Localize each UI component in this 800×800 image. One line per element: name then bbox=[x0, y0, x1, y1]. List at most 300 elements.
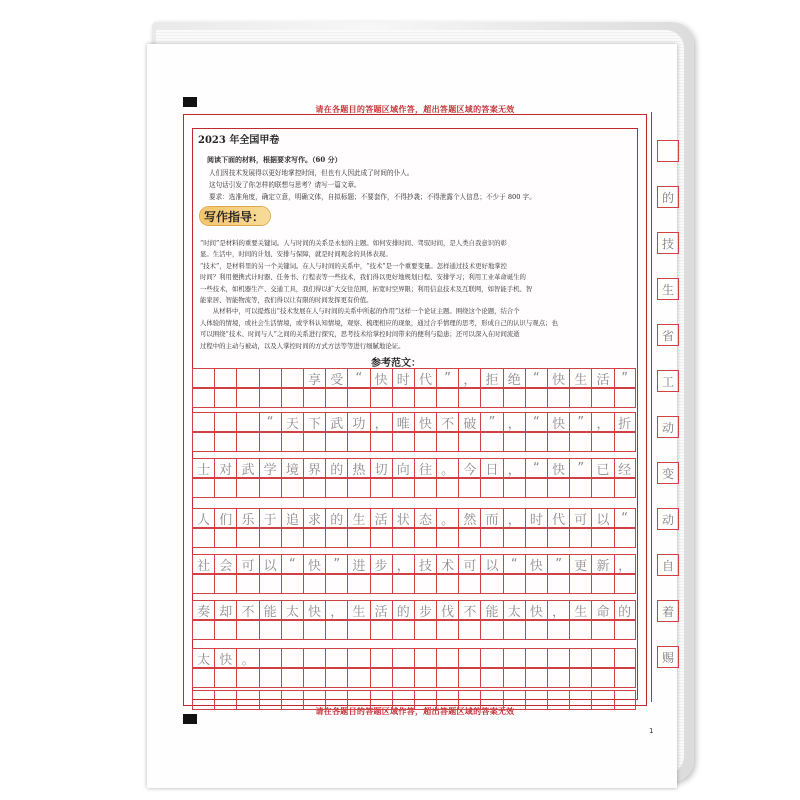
essay-cell: 不 bbox=[236, 600, 258, 620]
essay-cell: 武 bbox=[325, 412, 347, 432]
essay-cell bbox=[281, 620, 303, 640]
side-cell: 着 bbox=[657, 600, 679, 622]
essay-cell bbox=[525, 388, 547, 408]
side-cell: 技 bbox=[657, 232, 679, 254]
essay-cell: ， bbox=[392, 554, 414, 574]
essay-cell bbox=[591, 432, 613, 452]
essay-cell bbox=[547, 648, 569, 668]
essay-cell bbox=[259, 648, 281, 668]
essay-cell bbox=[281, 432, 303, 452]
essay-cell: 代 bbox=[414, 368, 436, 388]
essay-cell: 可 bbox=[569, 508, 591, 528]
essay-cell bbox=[458, 478, 480, 498]
essay-cell bbox=[392, 432, 414, 452]
essay-cell: 快 bbox=[525, 554, 547, 574]
essay-cell: 学 bbox=[259, 458, 281, 478]
essay-cell bbox=[236, 432, 258, 452]
guide-line: 时间？利用便携式计时器、任务书、行程表等一些技术，我们得以更好地规划日程、安排学习；利用工业革命诞生的 bbox=[200, 273, 526, 282]
essay-cell bbox=[458, 528, 480, 548]
essay-cell bbox=[236, 388, 258, 408]
essay-cell: ， bbox=[503, 458, 525, 478]
essay-cell: 可 bbox=[458, 554, 480, 574]
essay-cell bbox=[458, 690, 480, 710]
essay-cell bbox=[303, 388, 325, 408]
essay-cell bbox=[503, 648, 525, 668]
essay-cell bbox=[370, 648, 392, 668]
essay-cell bbox=[436, 668, 458, 688]
essay-cell bbox=[569, 432, 591, 452]
essay-cell bbox=[414, 528, 436, 548]
essay-cell bbox=[325, 432, 347, 452]
essay-cell: 步 bbox=[370, 554, 392, 574]
essay-cell: 生 bbox=[569, 368, 591, 388]
essay-cell: 快 bbox=[414, 412, 436, 432]
essay-cell bbox=[214, 388, 236, 408]
essay-cell bbox=[480, 432, 502, 452]
essay-cell: 境 bbox=[281, 458, 303, 478]
essay-cell bbox=[503, 620, 525, 640]
essay-cell: 太 bbox=[281, 600, 303, 620]
essay-cell bbox=[591, 388, 613, 408]
prompt-line: 要求：选准角度，确定立意，明确文体，自拟标题；不要套作，不得抄袭；不得泄露个人信息；不少于 800 字。 bbox=[209, 193, 536, 201]
essay-cell bbox=[414, 690, 436, 710]
essay-cell bbox=[591, 528, 613, 548]
essay-cell: 。 bbox=[436, 458, 458, 478]
essay-cell bbox=[547, 574, 569, 594]
essay-cell bbox=[281, 528, 303, 548]
essay-cell: 的 bbox=[614, 600, 636, 620]
essay-cell: 求 bbox=[303, 508, 325, 528]
essay-row bbox=[192, 412, 636, 432]
essay-cell: 不 bbox=[458, 600, 480, 620]
guide-heading: 写作指导： bbox=[204, 210, 265, 224]
essay-cell bbox=[569, 620, 591, 640]
essay-row bbox=[192, 508, 636, 528]
essay-cell: 受 bbox=[325, 368, 347, 388]
essay-cell bbox=[503, 478, 525, 498]
warning-footer: 请在各题目的答题区域作答，超出答题区域的答案无效 bbox=[315, 707, 515, 716]
essay-cell: 伐 bbox=[436, 600, 458, 620]
essay-cell bbox=[436, 648, 458, 668]
essay-cell: 活 bbox=[591, 368, 613, 388]
essay-cell bbox=[236, 412, 258, 432]
essay-cell bbox=[414, 432, 436, 452]
essay-cell bbox=[525, 478, 547, 498]
essay-cell bbox=[192, 620, 214, 640]
essay-cell bbox=[414, 478, 436, 498]
essay-cell: 生 bbox=[347, 600, 369, 620]
essay-cell: 然 bbox=[458, 508, 480, 528]
essay-cell: 状 bbox=[392, 508, 414, 528]
essay-cell bbox=[569, 388, 591, 408]
essay-cell: 更 bbox=[569, 554, 591, 574]
essay-cell: “ bbox=[525, 412, 547, 432]
guide-line: 人体验的情境，或社会生活情境，或学科认知情境，观察、梳理相应的现象，通过合乎情理的思考，形成自己的认识与观点；也 bbox=[200, 318, 558, 327]
essay-cell: 生 bbox=[569, 600, 591, 620]
essay-cell bbox=[569, 668, 591, 688]
essay-cell: 时 bbox=[392, 368, 414, 388]
essay-cell bbox=[569, 648, 591, 668]
essay-cell bbox=[325, 620, 347, 640]
essay-cell bbox=[458, 388, 480, 408]
essay-cell bbox=[325, 478, 347, 498]
essay-cell bbox=[436, 690, 458, 710]
essay-cell bbox=[436, 620, 458, 640]
essay-cell: ” bbox=[436, 368, 458, 388]
essay-cell bbox=[414, 574, 436, 594]
essay-cell bbox=[480, 574, 502, 594]
essay-cell: 步 bbox=[414, 600, 436, 620]
essay-cell: 社 bbox=[192, 554, 214, 574]
essay-cell bbox=[614, 528, 636, 548]
essay-cell: 命 bbox=[591, 600, 613, 620]
essay-cell bbox=[347, 528, 369, 548]
essay-cell: 折 bbox=[614, 412, 636, 432]
essay-cell: 的 bbox=[325, 458, 347, 478]
essay-cell: 向 bbox=[392, 458, 414, 478]
guide-line: “时间”是材料的重要关键词。人与时间的关系是永恒的主题。如何安排时间、驾驭时间，是人类自我意识的彰 bbox=[200, 239, 507, 247]
guide-line: 一些技术，如机器生产、交通工具，我们得以扩大交往范围，拓宽时空界限；利用信息技术及互联网，如智能手机、智 bbox=[200, 284, 533, 293]
essay-cell bbox=[414, 648, 436, 668]
essay-row bbox=[192, 648, 636, 668]
side-cell: 变 bbox=[657, 462, 679, 484]
essay-cell: 快 bbox=[370, 368, 392, 388]
essay-cell bbox=[392, 478, 414, 498]
essay-cell bbox=[591, 648, 613, 668]
essay-cell: ， bbox=[503, 508, 525, 528]
essay-cell bbox=[192, 388, 214, 408]
essay-cell: “ bbox=[259, 412, 281, 432]
essay-cell bbox=[236, 668, 258, 688]
essay-cell bbox=[525, 432, 547, 452]
essay-cell: 技 bbox=[414, 554, 436, 574]
essay-cell: 快 bbox=[547, 412, 569, 432]
essay-cell bbox=[569, 478, 591, 498]
side-cell: 的 bbox=[657, 186, 679, 208]
essay-row bbox=[192, 600, 636, 620]
essay-cell: 奏 bbox=[192, 600, 214, 620]
essay-cell bbox=[259, 388, 281, 408]
essay-cell: “ bbox=[281, 554, 303, 574]
essay-cell bbox=[414, 388, 436, 408]
essay-cell bbox=[347, 388, 369, 408]
essay-cell bbox=[547, 388, 569, 408]
essay-cell: 的 bbox=[392, 600, 414, 620]
essay-cell bbox=[370, 478, 392, 498]
essay-cell: 太 bbox=[192, 648, 214, 668]
prompt-line: 阅读下面的材料，根据要求写作。（60 分） bbox=[207, 155, 342, 164]
essay-cell: 快 bbox=[547, 368, 569, 388]
essay-cell bbox=[458, 574, 480, 594]
essay-cell: 却 bbox=[214, 600, 236, 620]
essay-cell: 能 bbox=[480, 600, 502, 620]
essay-cell: 。 bbox=[436, 508, 458, 528]
essay-cell bbox=[303, 690, 325, 710]
essay-cell bbox=[458, 432, 480, 452]
essay-cell bbox=[259, 478, 281, 498]
essay-cell bbox=[214, 690, 236, 710]
essay-cell: 人 bbox=[192, 508, 214, 528]
essay-cell bbox=[480, 668, 502, 688]
essay-cell: 享 bbox=[303, 368, 325, 388]
essay-cell bbox=[214, 620, 236, 640]
essay-cell: ” bbox=[569, 458, 591, 478]
essay-cell: 以 bbox=[480, 554, 502, 574]
essay-cell bbox=[236, 478, 258, 498]
essay-cell bbox=[370, 668, 392, 688]
essay-cell bbox=[281, 648, 303, 668]
essay-cell bbox=[259, 528, 281, 548]
essay-row bbox=[192, 690, 636, 710]
essay-cell bbox=[547, 478, 569, 498]
essay-cell: 下 bbox=[303, 412, 325, 432]
guide-line: 过程中的主动与被动，以及人掌控时间的方式方法等等进行细腻地论证。 bbox=[200, 341, 405, 350]
essay-cell: 会 bbox=[214, 554, 236, 574]
essay-cell bbox=[503, 388, 525, 408]
essay-cell bbox=[259, 620, 281, 640]
essay-cell: ” bbox=[480, 412, 502, 432]
essay-cell bbox=[303, 620, 325, 640]
essay-cell: ” bbox=[569, 412, 591, 432]
essay-cell: 新 bbox=[591, 554, 613, 574]
essay-cell: “ bbox=[525, 458, 547, 478]
essay-cell bbox=[192, 574, 214, 594]
page-number: 1 bbox=[649, 727, 654, 735]
essay-cell: ， bbox=[458, 368, 480, 388]
essay-cell bbox=[614, 690, 636, 710]
essay-cell: 唯 bbox=[392, 412, 414, 432]
essay-cell bbox=[458, 668, 480, 688]
essay-cell bbox=[370, 388, 392, 408]
essay-row bbox=[192, 620, 636, 640]
essay-cell bbox=[236, 528, 258, 548]
essay-cell bbox=[480, 620, 502, 640]
exam-title: 2023 年全国甲卷 bbox=[198, 135, 280, 146]
prompt-line: 人们因技术发展得以更好地掌控时间，但也有人因此成了时间的仆人。 bbox=[209, 169, 414, 177]
essay-cell bbox=[214, 668, 236, 688]
essay-cell bbox=[281, 668, 303, 688]
essay-cell: 的 bbox=[325, 508, 347, 528]
essay-cell: 时 bbox=[525, 508, 547, 528]
essay-cell bbox=[503, 690, 525, 710]
essay-cell bbox=[547, 668, 569, 688]
essay-cell: ， bbox=[370, 412, 392, 432]
essay-cell bbox=[214, 412, 236, 432]
essay-cell: 不 bbox=[436, 412, 458, 432]
essay-cell: 追 bbox=[281, 508, 303, 528]
essay-cell: “ bbox=[525, 368, 547, 388]
essay-cell: 乐 bbox=[236, 508, 258, 528]
essay-cell: 士 bbox=[192, 458, 214, 478]
essay-cell bbox=[591, 690, 613, 710]
essay-row bbox=[192, 432, 636, 452]
essay-cell bbox=[281, 690, 303, 710]
essay-cell: 代 bbox=[547, 508, 569, 528]
essay-cell bbox=[591, 620, 613, 640]
essay-cell bbox=[259, 432, 281, 452]
guide-line: 能家居、智能物流等，我们得以让有限的时间发挥更有价值。 bbox=[200, 296, 373, 304]
essay-cell: 日 bbox=[480, 458, 502, 478]
essay-cell bbox=[458, 648, 480, 668]
essay-cell bbox=[503, 432, 525, 452]
essay-row bbox=[192, 668, 636, 688]
essay-cell: 对 bbox=[214, 458, 236, 478]
essay-cell bbox=[480, 648, 502, 668]
essay-cell bbox=[370, 432, 392, 452]
essay-cell bbox=[259, 668, 281, 688]
essay-row bbox=[192, 458, 636, 478]
essay-row bbox=[192, 388, 636, 408]
essay-cell: 热 bbox=[347, 458, 369, 478]
essay-cell bbox=[236, 368, 258, 388]
essay-cell bbox=[547, 690, 569, 710]
essay-cell: 生 bbox=[347, 508, 369, 528]
essay-cell: “ bbox=[614, 508, 636, 528]
essay-cell: 快 bbox=[303, 554, 325, 574]
guide-line: 显。生活中，时间的计划、安排与保障，就是时间观念的具体表现。 bbox=[200, 250, 392, 259]
essay-cell: 活 bbox=[370, 508, 392, 528]
essay-cell bbox=[303, 648, 325, 668]
essay-cell bbox=[480, 478, 502, 498]
essay-cell: 天 bbox=[281, 412, 303, 432]
essay-cell: 以 bbox=[591, 508, 613, 528]
essay-cell: “ bbox=[503, 554, 525, 574]
essay-cell: 武 bbox=[236, 458, 258, 478]
essay-cell bbox=[192, 528, 214, 548]
essay-cell bbox=[436, 478, 458, 498]
essay-cell bbox=[192, 432, 214, 452]
essay-cell: ” bbox=[325, 554, 347, 574]
essay-cell: 快 bbox=[547, 458, 569, 478]
essay-cell bbox=[214, 574, 236, 594]
essay-cell bbox=[281, 368, 303, 388]
essay-row bbox=[192, 554, 636, 574]
essay-cell bbox=[392, 388, 414, 408]
essay-cell bbox=[614, 648, 636, 668]
essay-cell bbox=[214, 432, 236, 452]
essay-cell bbox=[303, 574, 325, 594]
essay-cell bbox=[214, 478, 236, 498]
essay-cell bbox=[192, 368, 214, 388]
side-cell: 赐 bbox=[657, 646, 679, 668]
warning-header: 请在各题目的答题区域作答，超出答题区域的答案无效 bbox=[315, 105, 515, 114]
essay-cell bbox=[347, 690, 369, 710]
sample-heading: 参考范文： bbox=[371, 358, 421, 369]
essay-cell bbox=[480, 528, 502, 548]
essay-cell bbox=[192, 690, 214, 710]
side-cell: 动 bbox=[657, 508, 679, 530]
essay-cell bbox=[347, 648, 369, 668]
essay-cell bbox=[303, 432, 325, 452]
guide-line: 可以围绕“技术、时间与人”之间的关系进行探究，思考技术给掌控时间带来的便利与隐患；还可以深入在时间流逝 bbox=[200, 330, 520, 339]
essay-cell bbox=[591, 574, 613, 594]
side-cell bbox=[657, 140, 679, 162]
essay-cell: ， bbox=[503, 412, 525, 432]
essay-cell: 能 bbox=[259, 600, 281, 620]
essay-cell: 而 bbox=[480, 508, 502, 528]
essay-cell bbox=[214, 528, 236, 548]
essay-cell bbox=[303, 528, 325, 548]
essay-cell bbox=[347, 432, 369, 452]
guide-line: 从材料中，可以提炼出“技术发展在人与时间的关系中所起的作用”这样一个论证主题。围绕这个论题，结合个 bbox=[200, 307, 520, 316]
essay-cell: ， bbox=[547, 600, 569, 620]
essay-cell: 快 bbox=[525, 600, 547, 620]
essay-cell bbox=[392, 648, 414, 668]
essay-cell bbox=[525, 690, 547, 710]
essay-cell bbox=[436, 528, 458, 548]
essay-cell: 已 bbox=[591, 458, 613, 478]
essay-cell: 破 bbox=[458, 412, 480, 432]
essay-cell bbox=[303, 478, 325, 498]
essay-cell bbox=[303, 668, 325, 688]
essay-cell: 往 bbox=[414, 458, 436, 478]
essay-cell: 切 bbox=[370, 458, 392, 478]
essay-cell bbox=[392, 528, 414, 548]
essay-cell: 于 bbox=[259, 508, 281, 528]
prompt-line: 这句话引发了你怎样的联想与思考？请写一篇文章。 bbox=[209, 181, 361, 189]
essay-cell: 活 bbox=[370, 600, 392, 620]
essay-cell bbox=[525, 648, 547, 668]
essay-cell bbox=[192, 668, 214, 688]
essay-cell bbox=[614, 388, 636, 408]
essay-cell: 太 bbox=[503, 600, 525, 620]
essay-cell bbox=[436, 574, 458, 594]
essay-cell bbox=[458, 620, 480, 640]
essay-cell bbox=[325, 668, 347, 688]
essay-cell bbox=[236, 574, 258, 594]
essay-cell bbox=[347, 478, 369, 498]
essay-cell bbox=[325, 648, 347, 668]
essay-cell: ， bbox=[591, 412, 613, 432]
essay-cell bbox=[392, 668, 414, 688]
essay-row bbox=[192, 368, 636, 388]
essay-cell: “ bbox=[347, 368, 369, 388]
essay-cell bbox=[259, 574, 281, 594]
essay-cell bbox=[569, 690, 591, 710]
side-cell: 动 bbox=[657, 416, 679, 438]
essay-cell bbox=[192, 478, 214, 498]
essay-cell bbox=[392, 574, 414, 594]
essay-cell bbox=[325, 574, 347, 594]
essay-cell: 拒 bbox=[480, 368, 502, 388]
essay-cell bbox=[525, 620, 547, 640]
essay-cell: ” bbox=[547, 554, 569, 574]
essay-cell bbox=[414, 620, 436, 640]
essay-cell bbox=[503, 528, 525, 548]
essay-row bbox=[192, 574, 636, 594]
essay-cell bbox=[370, 620, 392, 640]
essay-cell: 术 bbox=[436, 554, 458, 574]
essay-cell bbox=[325, 528, 347, 548]
essay-cell bbox=[192, 412, 214, 432]
essay-cell: 快 bbox=[303, 600, 325, 620]
essay-cell bbox=[525, 528, 547, 548]
essay-cell: 功 bbox=[347, 412, 369, 432]
essay-cell: 快 bbox=[214, 648, 236, 668]
essay-cell bbox=[614, 478, 636, 498]
essay-cell: ， bbox=[614, 554, 636, 574]
essay-cell bbox=[214, 368, 236, 388]
essay-cell bbox=[503, 668, 525, 688]
side-cell: 自 bbox=[657, 554, 679, 576]
side-cell: 工 bbox=[657, 370, 679, 392]
essay-row bbox=[192, 528, 636, 548]
essay-cell bbox=[436, 388, 458, 408]
side-cell: 生 bbox=[657, 278, 679, 300]
essay-cell bbox=[614, 574, 636, 594]
essay-cell bbox=[614, 668, 636, 688]
essay-cell: 们 bbox=[214, 508, 236, 528]
